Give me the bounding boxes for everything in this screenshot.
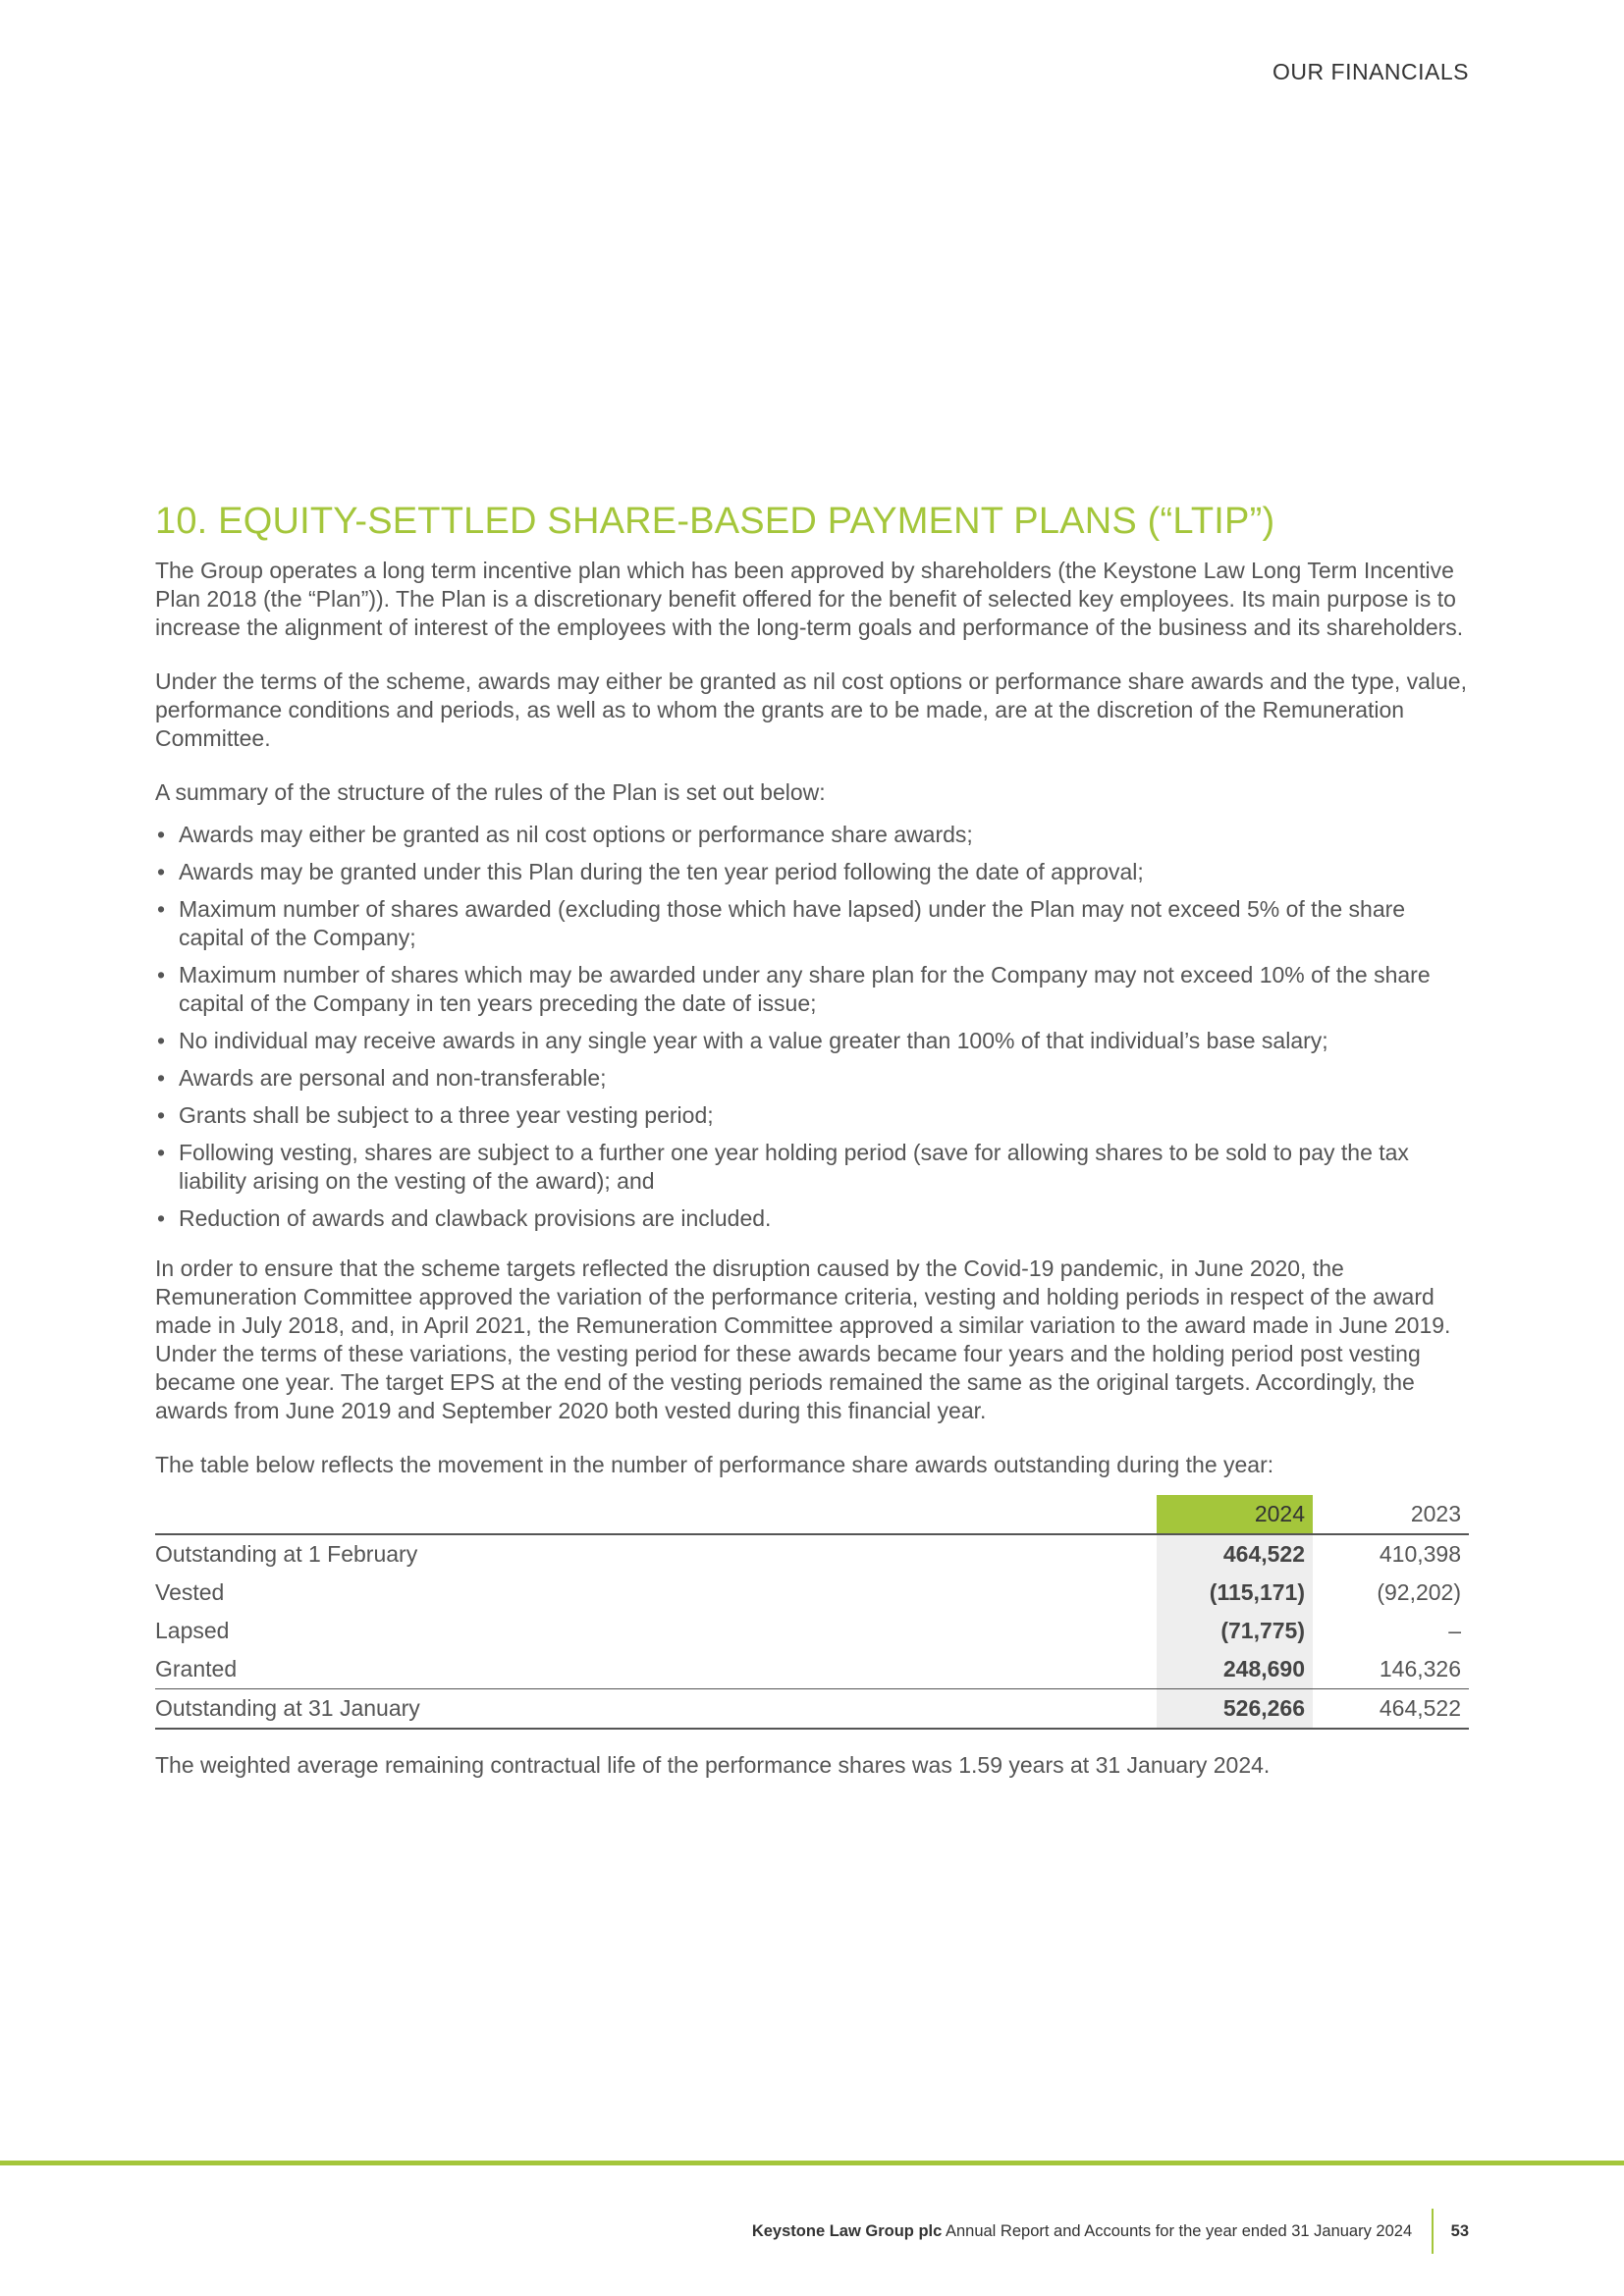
value-2023: 146,326: [1379, 1656, 1461, 1682]
value-2024: 248,690: [1157, 1650, 1313, 1689]
row-label: Vested: [155, 1579, 225, 1605]
page-number: 53: [1450, 2221, 1469, 2240]
list-item: • Awards are personal and non-transferable;: [155, 1064, 1469, 1093]
value-2023: 410,398: [1379, 1541, 1461, 1567]
footer-text: [752, 2222, 1412, 2241]
value-2023: (92,202): [1377, 1579, 1461, 1605]
closing-paragraph: The weighted average remaining contractual life of the performance shares was 1.59 years at 31 January 2024.: [155, 1752, 1271, 1778]
row-label: Outstanding at 31 January: [155, 1689, 1157, 1730]
list-item: • Maximum number of shares which may be awarded under any share plan for the Company may not exceed 10% of the share capital of the Company in ten years preceding the date of issue;: [155, 961, 1469, 1018]
table-header-row: [155, 1495, 1469, 1534]
note-content: [155, 501, 1469, 1805]
row-label: Lapsed: [155, 1618, 230, 1643]
list-item: • Grants shall be subject to a three year vesting period;: [155, 1101, 1469, 1130]
footer-divider: [1432, 2209, 1434, 2254]
row-label: Outstanding at 1 February: [155, 1541, 418, 1567]
note-title: 10. EQUITY-SETTLED SHARE-BASED PAYMENT PLANS (“LTIP”): [155, 501, 1275, 542]
column-header-2024: 2024: [1157, 1495, 1313, 1534]
list-item: • Awards may either be granted as nil cost options or performance share awards;: [155, 821, 1469, 849]
variation-paragraph: In order to ensure that the scheme targets reflected the disruption caused by the Covid-19 pandemic, in June 2020, the Remuneration Committee approved the variation of the performance criteria, vesting and holding periods in respect of the award made in July 2018, and, in April 2021, the Remuneration Committee approved a similar variation to the award made in June 2019. Under the terms of these variations, the vesting period for these awards became four years and the holding period post vesting became one year. The target EPS at the end of the vesting periods remained the same as the original targets. Accordingly, the awards from June 2019 and September 2020 both vested during this financial year.: [155, 1255, 1451, 1423]
list-item: • Maximum number of shares awarded (excluding those which have lapsed) under the Plan may not exceed 5% of the share capital of the Company;: [155, 895, 1469, 952]
value-2024: (71,775): [1157, 1612, 1313, 1650]
footer-rule: [0, 2161, 1624, 2165]
list-item: • Reduction of awards and clawback provisions are included.: [155, 1204, 1469, 1233]
intro-paragraph-3: A summary of the structure of the rules of the Plan is set out below:: [155, 779, 826, 805]
intro-paragraph-2: Under the terms of the scheme, awards may either be granted as nil cost options or performance share awards and the type, value, performance conditions and periods, as well as to whom the grants are to be made, are at the discretion of the Remuneration Committee.: [155, 668, 1467, 751]
footer-report-title: Annual Report and Accounts for the year ended 31 January 2024: [942, 2221, 1413, 2240]
table-row-total: [155, 1689, 1469, 1730]
value-2024: (115,171): [1157, 1574, 1313, 1612]
column-header-2023: 2023: [1410, 1501, 1461, 1526]
awards-table: [155, 1495, 1469, 1730]
table-row: [155, 1650, 1469, 1689]
footer-company: Keystone Law Group plc: [751, 2221, 943, 2240]
value-2024: 526,266: [1157, 1689, 1313, 1730]
list-item: • No individual may receive awards in any single year with a value greater than 100% of that individual’s base salary;: [155, 1027, 1469, 1055]
table-row: [155, 1612, 1469, 1650]
list-item: • Awards may be granted under this Plan during the ten year period following the date of approval;: [155, 858, 1469, 886]
value-2023: –: [1448, 1618, 1461, 1643]
table-row: [155, 1574, 1469, 1612]
page-footer: [752, 2209, 1469, 2254]
value-2024: 464,522: [1157, 1534, 1313, 1574]
value-2023: 464,522: [1313, 1689, 1469, 1730]
section-label: OUR FINANCIALS: [1272, 59, 1469, 84]
list-item: • Following vesting, shares are subject to a further one year holding period (save for allowing shares to be sold to pay the tax liability arising on the vesting of the award); and: [155, 1139, 1469, 1196]
intro-paragraph-1: The Group operates a long term incentive plan which has been approved by shareholders (the Keystone Law Long Term Incentive Plan 2018 (the “Plan”)). The Plan is a discretionary benefit offered for the benefit of selected key employees. Its main purpose is to increase the alignment of interest of the employees with the long-term goals and performance of the business and its shareholders.: [155, 558, 1464, 640]
table-row: [155, 1534, 1469, 1574]
row-label: Granted: [155, 1656, 238, 1682]
column-header-label: [155, 1495, 1157, 1534]
table-intro-paragraph: The table below reflects the movement in the number of performance share awards outstanding during the year:: [155, 1452, 1274, 1477]
plan-rules-list: [155, 821, 1469, 1233]
